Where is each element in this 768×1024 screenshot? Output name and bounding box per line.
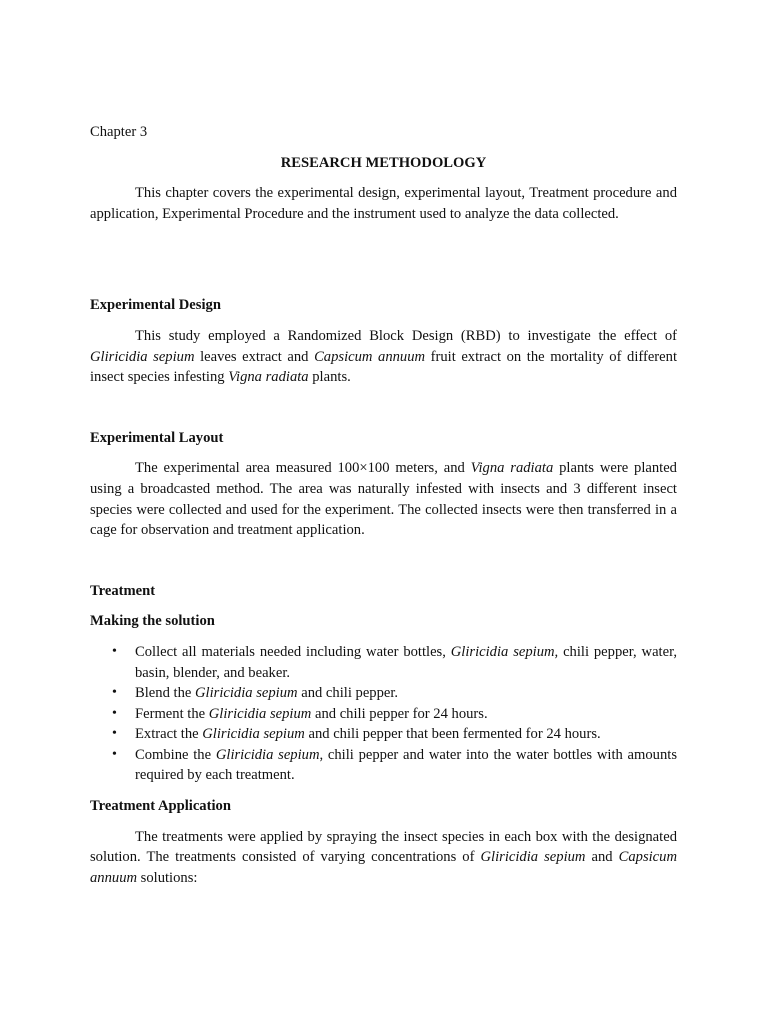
heading-treatment: Treatment xyxy=(90,582,156,599)
solution-steps-list xyxy=(90,642,677,786)
page-title: RESEARCH METHODOLOGY xyxy=(280,154,487,171)
species-name: Gliricidia sepium xyxy=(90,348,195,365)
design-paragraph xyxy=(90,326,677,388)
species-name: Gliricidia sepium xyxy=(480,849,586,866)
species-name: Gliricidia sepium xyxy=(215,746,320,763)
step-text: Ferment the xyxy=(135,705,209,722)
bullet-icon: • xyxy=(112,685,117,701)
layout-paragraph xyxy=(90,458,677,540)
list-item xyxy=(90,745,677,786)
step-text: and chili pepper for 24 hours. xyxy=(311,705,488,722)
species-name: Gliricidia sepium xyxy=(208,705,312,722)
bullet-icon: • xyxy=(112,746,117,762)
step-text: Blend the xyxy=(135,685,195,702)
species-name: Vigna radiata xyxy=(228,369,309,386)
step-text: and chili pepper that been fermented for 24 hours. xyxy=(304,726,601,743)
species-name: Vigna radiata xyxy=(470,460,554,477)
layout-text-2: plants were planted using a broadcasted method. The area was naturally infested with insects and 3 different insect species were collected and used for the experiment. The collected insects were then transferred in a cage for observation and treatment application. xyxy=(90,460,677,539)
list-item xyxy=(90,642,677,683)
bullet-icon: • xyxy=(112,643,117,659)
species-name: Gliricidia sepium xyxy=(202,726,305,743)
step-text: Extract the xyxy=(135,726,203,743)
bullet-icon: • xyxy=(112,726,117,742)
application-text-3: solutions: xyxy=(137,869,198,886)
list-item xyxy=(90,724,677,745)
heading-making-solution: Making the solution xyxy=(90,613,215,630)
species-name: Gliricidia sepium xyxy=(195,685,298,702)
chapter-label: Chapter 3 xyxy=(90,124,148,140)
design-text-2: leaves extract and xyxy=(194,348,315,365)
document-page xyxy=(90,122,677,888)
design-text-1: This study employed a Randomized Block Design (RBD) to investigate the effect of xyxy=(135,327,677,344)
heading-treatment-application: Treatment Application xyxy=(90,798,231,815)
design-text-3: fruit extract on the mortality of different insect species infesting xyxy=(90,348,677,386)
list-item xyxy=(90,704,677,725)
intro-paragraph: This chapter covers the experimental design, experimental layout, Treatment procedure and application, Experimental Procedure and the instrument used to analyze the data collected. xyxy=(90,185,677,222)
heading-experimental-layout: Experimental Layout xyxy=(90,429,224,446)
application-text-1: The treatments were applied by spraying the insect species in each box with the designated solution. The treatments consisted of varying concentrations of xyxy=(90,828,677,866)
species-name: Capsicum annuum xyxy=(314,348,426,365)
layout-text-1: The experimental area measured 100×100 meters, and xyxy=(135,460,471,477)
species-name: Gliricidia sepium, xyxy=(450,643,559,660)
step-text: , chili pepper and water into the water bottles with amounts required by each treatment. xyxy=(135,746,677,784)
design-text-4: plants. xyxy=(308,369,351,386)
application-text-2: and xyxy=(585,849,619,866)
heading-experimental-design: Experimental Design xyxy=(90,297,221,314)
step-text: Combine the xyxy=(135,746,216,763)
application-paragraph xyxy=(90,827,677,889)
list-item xyxy=(90,683,677,704)
bullet-icon: • xyxy=(112,705,117,721)
step-text: Collect all materials needed including water bottles, xyxy=(135,643,451,660)
species-name: Capsicum annuum xyxy=(90,849,677,886)
step-text: chili pepper, water, basin, blender, and beaker. xyxy=(135,643,678,681)
step-text: and chili pepper. xyxy=(297,685,399,702)
